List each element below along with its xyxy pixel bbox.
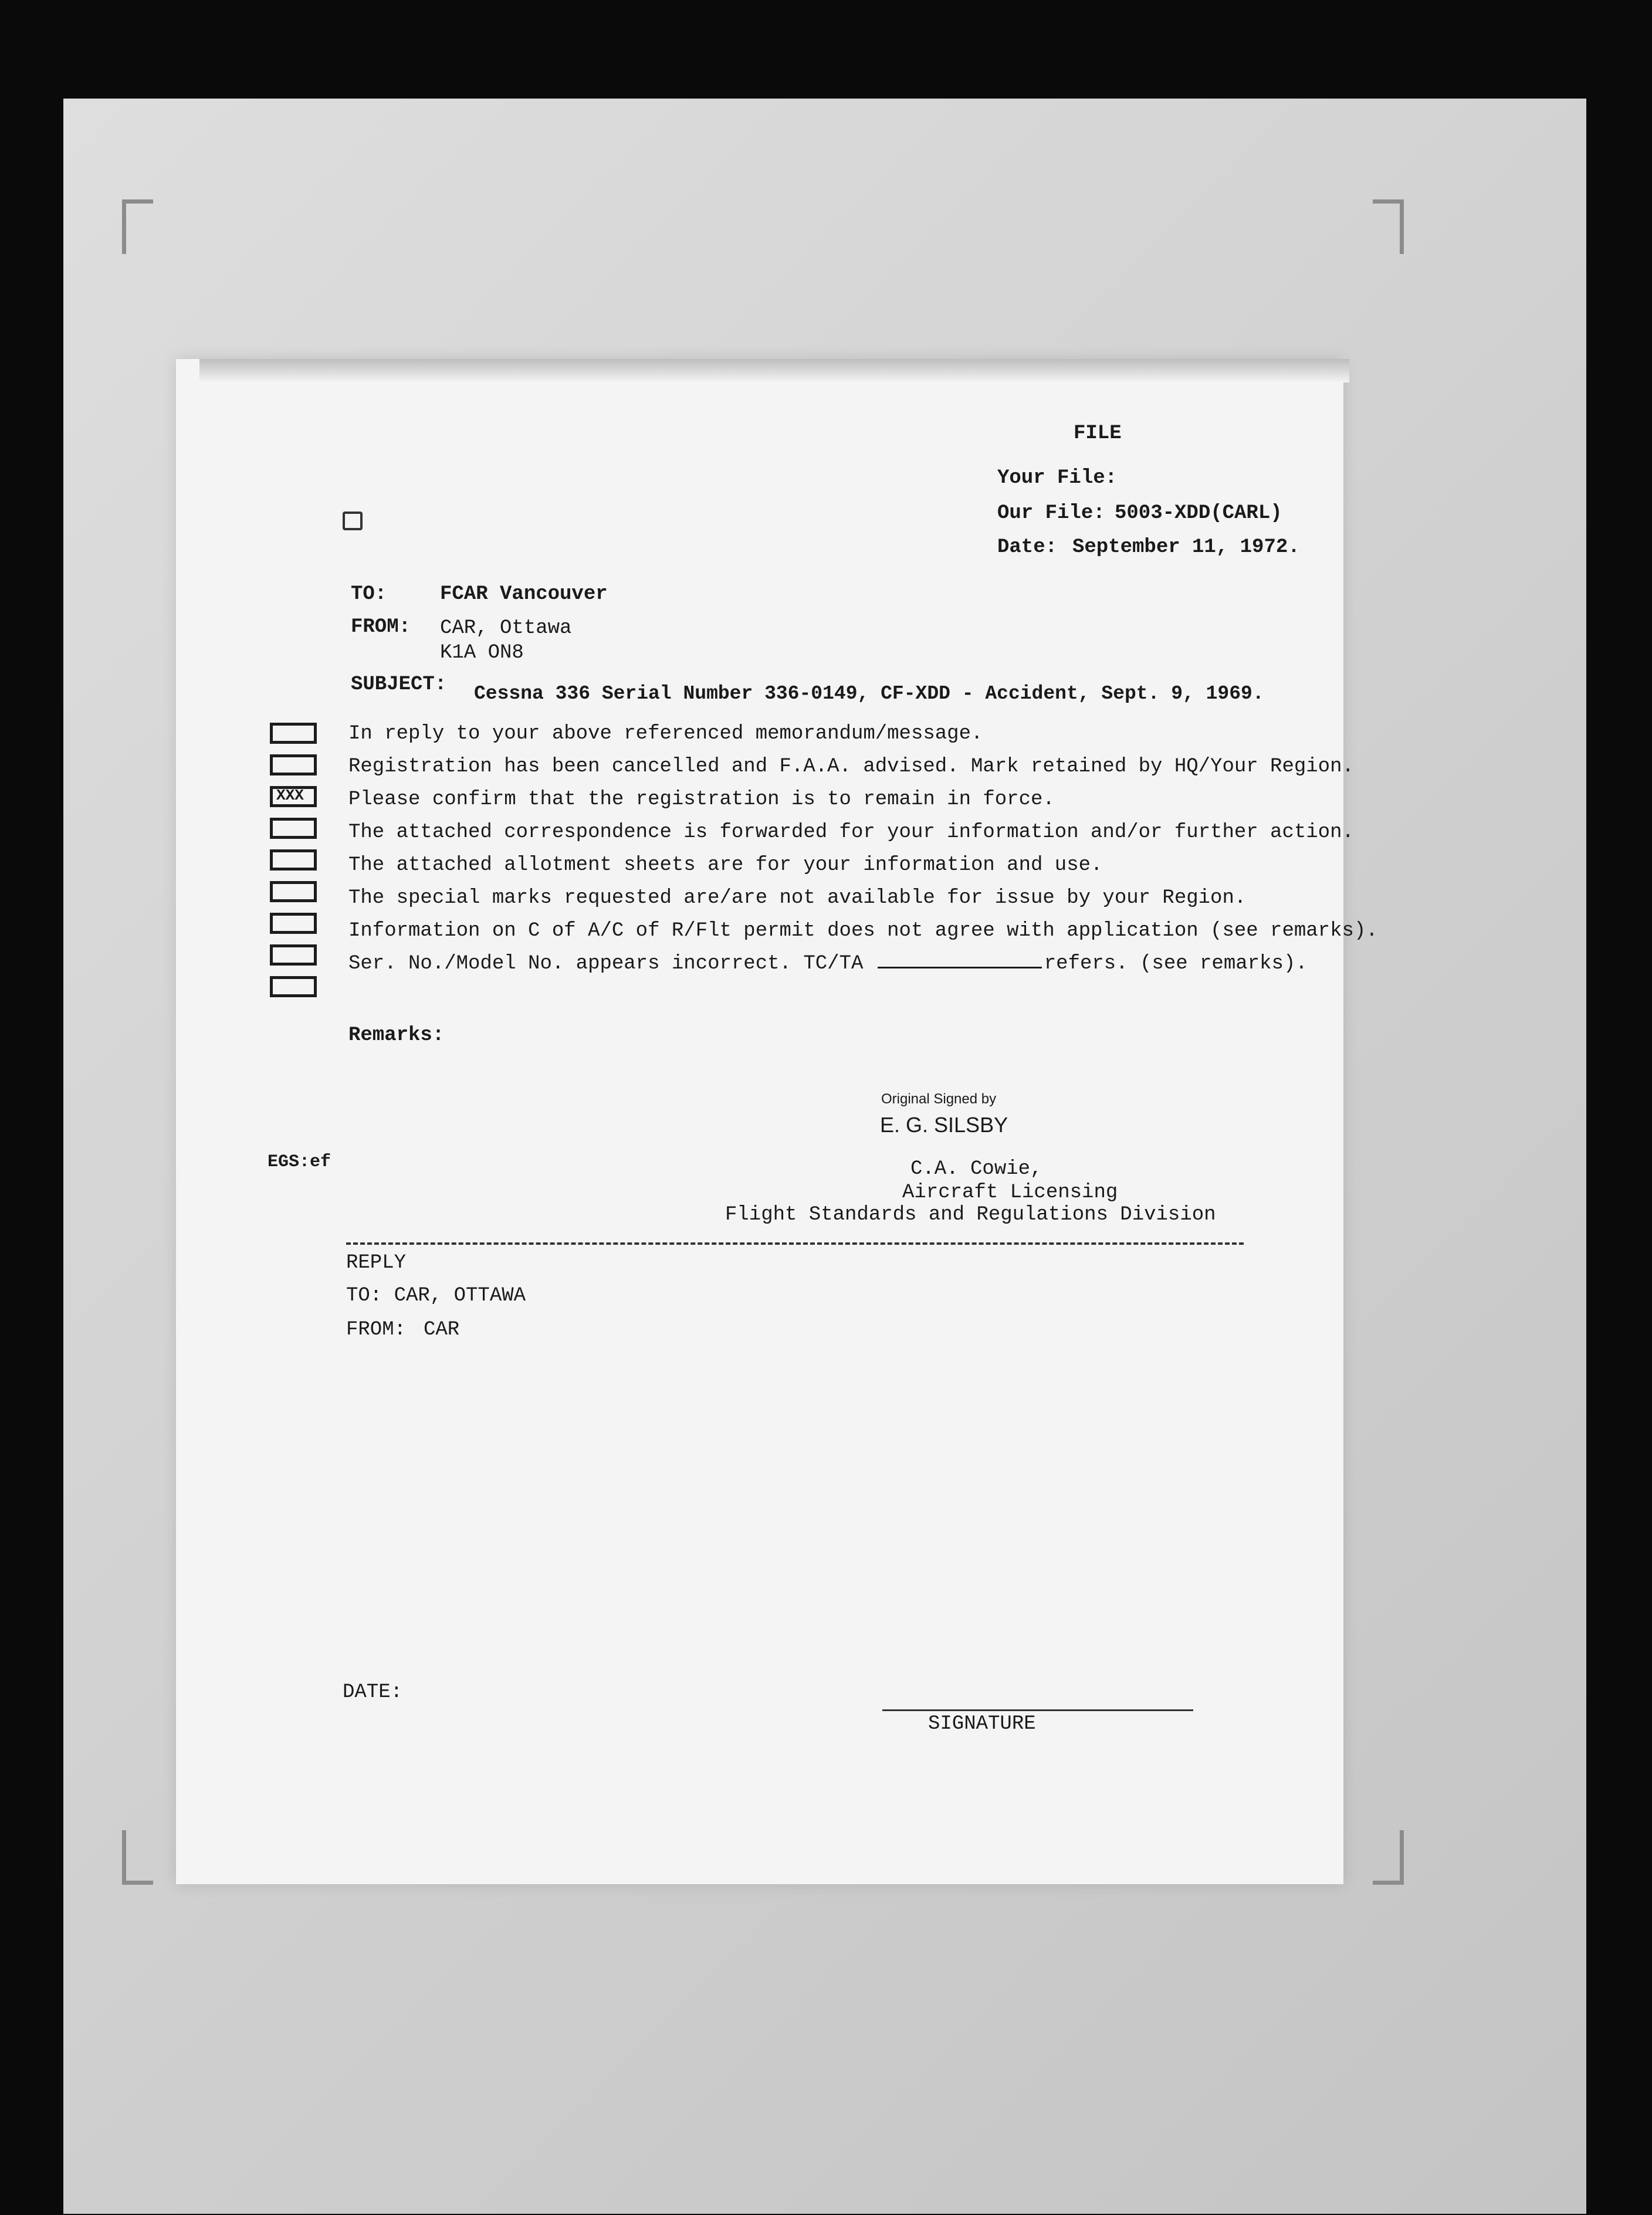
checkbox-2[interactable]: [270, 754, 317, 775]
to-value: FCAR Vancouver: [440, 583, 608, 605]
reply-to-line: TO: CAR, OTTAWA: [346, 1285, 526, 1307]
crop-mark-bottom-left: [122, 1830, 153, 1885]
crop-mark-top-left: [122, 199, 153, 254]
your-file-label: Your File:: [997, 467, 1118, 489]
reply-from-label: FROM:: [346, 1319, 407, 1341]
our-file-label: Our File:: [997, 502, 1105, 524]
checklist-item-4: The attached correspondence is forwarded for your information and/or further action.: [348, 821, 1354, 844]
checkbox-6[interactable]: [270, 881, 317, 902]
checkbox-5[interactable]: [270, 849, 317, 871]
stray-mark-icon: [343, 512, 363, 530]
checklist-item-2: Registration has been cancelled and F.A.A. advised. Mark retained by HQ/Your Region.: [348, 756, 1354, 778]
checkbox-9[interactable]: [270, 976, 317, 997]
signer-name: C.A. Cowie,: [910, 1158, 1042, 1180]
signature-label: SIGNATURE: [928, 1713, 1036, 1735]
signer-title-1: Aircraft Licensing: [902, 1181, 1118, 1204]
signed-name: E. G. SILSBY: [880, 1113, 1008, 1137]
reply-date-label: DATE:: [343, 1681, 403, 1703]
checkbox-1[interactable]: [270, 723, 317, 744]
date-label: Date:: [997, 536, 1058, 558]
from-line2: K1A ON8: [440, 642, 524, 664]
date-value: September 11, 1972.: [1072, 536, 1300, 558]
tc-ta-suffix: refers. (see remarks).: [1044, 953, 1308, 975]
checkbox-4[interactable]: [270, 818, 317, 839]
from-line1: CAR, Ottawa: [440, 617, 572, 639]
signer-title-2: Flight Standards and Regulations Division: [725, 1204, 1216, 1226]
checklist-item-1: In reply to your above referenced memorandum/message.: [348, 723, 983, 745]
our-file-value: 5003-XDD(CARL): [1115, 502, 1282, 524]
from-label: FROM:: [351, 616, 411, 638]
tc-ta-label: TC/TA: [803, 953, 864, 975]
crop-mark-top-right: [1373, 199, 1404, 254]
checkbox-3-mark: XXX: [276, 787, 304, 804]
to-label: TO:: [351, 583, 387, 605]
checkbox-7[interactable]: [270, 913, 317, 934]
checklist-item-6: The special marks requested are/are not available for issue by your Region.: [348, 887, 1247, 909]
checklist-item-8: [348, 954, 1308, 974]
sheet-fold-shadow: [199, 359, 1349, 382]
typist-initials: EGS:ef: [268, 1152, 331, 1172]
remarks-label: Remarks:: [348, 1024, 445, 1046]
subject-label: SUBJECT:: [351, 673, 447, 696]
file-label: FILE: [1074, 422, 1122, 445]
reply-label: REPLY: [346, 1252, 407, 1274]
tc-ta-blank[interactable]: [878, 967, 1042, 968]
checklist-item-5: The attached allotment sheets are for your information and use.: [348, 854, 1103, 876]
checkbox-3-checked[interactable]: [270, 786, 317, 807]
checklist-item-7: Information on C of A/C of R/Flt permit does not agree with application (see remarks).: [348, 920, 1378, 942]
checklist-item-3: Please confirm that the registration is to remain in force.: [348, 788, 1055, 811]
reply-from-value: CAR: [424, 1319, 460, 1341]
checklist-item-8-text: Ser. No./Model No. appears incorrect.: [348, 953, 791, 975]
checkbox-8[interactable]: [270, 944, 317, 966]
reply-separator: [346, 1242, 1244, 1245]
original-signed-label: Original Signed by: [881, 1091, 997, 1107]
signature-line[interactable]: [882, 1709, 1193, 1711]
subject-value: Cessna 336 Serial Number 336-0149, CF-XDD - Accident, Sept. 9, 1969.: [474, 683, 1264, 705]
crop-mark-bottom-right: [1373, 1830, 1404, 1885]
